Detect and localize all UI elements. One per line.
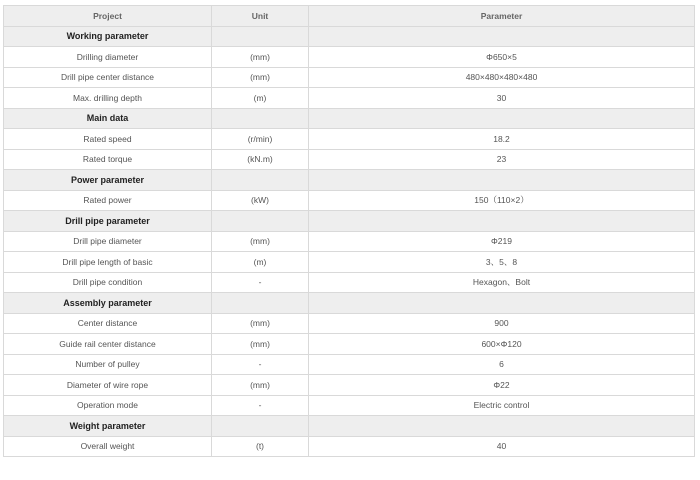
- section-empty-cell: [212, 170, 309, 191]
- table-row: [4, 354, 695, 375]
- parameter-cell: 30: [309, 88, 695, 109]
- table-row: [4, 334, 695, 355]
- section-empty-cell: [212, 293, 309, 314]
- unit-cell: -: [212, 354, 309, 375]
- section-empty-cell: [309, 211, 695, 232]
- section-empty-cell: [309, 26, 695, 47]
- section-row-drill-pipe-parameter: [4, 211, 695, 232]
- parameter-cell: 40: [309, 436, 695, 457]
- table-row: [4, 272, 695, 293]
- unit-cell: (mm): [212, 231, 309, 252]
- table-row: [4, 231, 695, 252]
- unit-cell: (mm): [212, 375, 309, 396]
- parameter-cell: Hexagon、Bolt: [309, 272, 695, 293]
- section-title: Main data: [4, 108, 212, 129]
- project-cell: Operation mode: [4, 395, 212, 416]
- parameter-cell: 480×480×480×480: [309, 67, 695, 88]
- parameter-cell: Φ650×5: [309, 47, 695, 68]
- section-title: Assembly parameter: [4, 293, 212, 314]
- parameter-cell: 900: [309, 313, 695, 334]
- header-parameter: Parameter: [309, 6, 695, 27]
- project-cell: Number of pulley: [4, 354, 212, 375]
- section-title: Working parameter: [4, 26, 212, 47]
- project-cell: Diameter of wire rope: [4, 375, 212, 396]
- section-row-weight-parameter: [4, 416, 695, 437]
- table-body: [4, 26, 695, 457]
- section-row-assembly-parameter: [4, 293, 695, 314]
- section-empty-cell: [309, 293, 695, 314]
- table-row: [4, 395, 695, 416]
- section-empty-cell: [212, 26, 309, 47]
- unit-cell: (mm): [212, 67, 309, 88]
- unit-cell: (t): [212, 436, 309, 457]
- section-empty-cell: [309, 170, 695, 191]
- parameter-cell: Electric control: [309, 395, 695, 416]
- unit-cell: (mm): [212, 334, 309, 355]
- project-cell: Max. drilling depth: [4, 88, 212, 109]
- project-cell: Drilling diameter: [4, 47, 212, 68]
- unit-cell: -: [212, 395, 309, 416]
- table-row: [4, 252, 695, 273]
- project-cell: Guide rail center distance: [4, 334, 212, 355]
- project-cell: Drill pipe diameter: [4, 231, 212, 252]
- section-row-main-data: [4, 108, 695, 129]
- spec-table: [3, 5, 695, 457]
- header-project: Project: [4, 6, 212, 27]
- section-empty-cell: [212, 108, 309, 129]
- parameter-cell: Φ219: [309, 231, 695, 252]
- table-row: [4, 67, 695, 88]
- unit-cell: (kN.m): [212, 149, 309, 170]
- section-title: Power parameter: [4, 170, 212, 191]
- table-row: [4, 129, 695, 150]
- table-row: [4, 313, 695, 334]
- parameter-cell: Φ22: [309, 375, 695, 396]
- table-row: [4, 88, 695, 109]
- table-row: [4, 149, 695, 170]
- project-cell: Drill pipe center distance: [4, 67, 212, 88]
- unit-cell: -: [212, 272, 309, 293]
- project-cell: Center distance: [4, 313, 212, 334]
- spec-table-container: [3, 5, 694, 457]
- section-empty-cell: [309, 416, 695, 437]
- project-cell: Drill pipe length of basic: [4, 252, 212, 273]
- table-row: [4, 47, 695, 68]
- table-row: [4, 436, 695, 457]
- unit-cell: (m): [212, 252, 309, 273]
- project-cell: Overall weight: [4, 436, 212, 457]
- parameter-cell: 600×Φ120: [309, 334, 695, 355]
- project-cell: Rated power: [4, 190, 212, 211]
- section-empty-cell: [212, 416, 309, 437]
- table-row: [4, 190, 695, 211]
- parameter-cell: 3、5、8: [309, 252, 695, 273]
- section-empty-cell: [309, 108, 695, 129]
- project-cell: Rated torque: [4, 149, 212, 170]
- table-header-row: [4, 6, 695, 27]
- table-row: [4, 375, 695, 396]
- unit-cell: (r/min): [212, 129, 309, 150]
- parameter-cell: 6: [309, 354, 695, 375]
- parameter-cell: 23: [309, 149, 695, 170]
- section-title: Drill pipe parameter: [4, 211, 212, 232]
- unit-cell: (kW): [212, 190, 309, 211]
- section-title: Weight parameter: [4, 416, 212, 437]
- parameter-cell: 18.2: [309, 129, 695, 150]
- section-row-power-parameter: [4, 170, 695, 191]
- section-empty-cell: [212, 211, 309, 232]
- project-cell: Rated speed: [4, 129, 212, 150]
- parameter-cell: 150（110×2）: [309, 190, 695, 211]
- unit-cell: (mm): [212, 313, 309, 334]
- project-cell: Drill pipe condition: [4, 272, 212, 293]
- header-unit: Unit: [212, 6, 309, 27]
- unit-cell: (mm): [212, 47, 309, 68]
- unit-cell: (m): [212, 88, 309, 109]
- section-row-working-parameter: [4, 26, 695, 47]
